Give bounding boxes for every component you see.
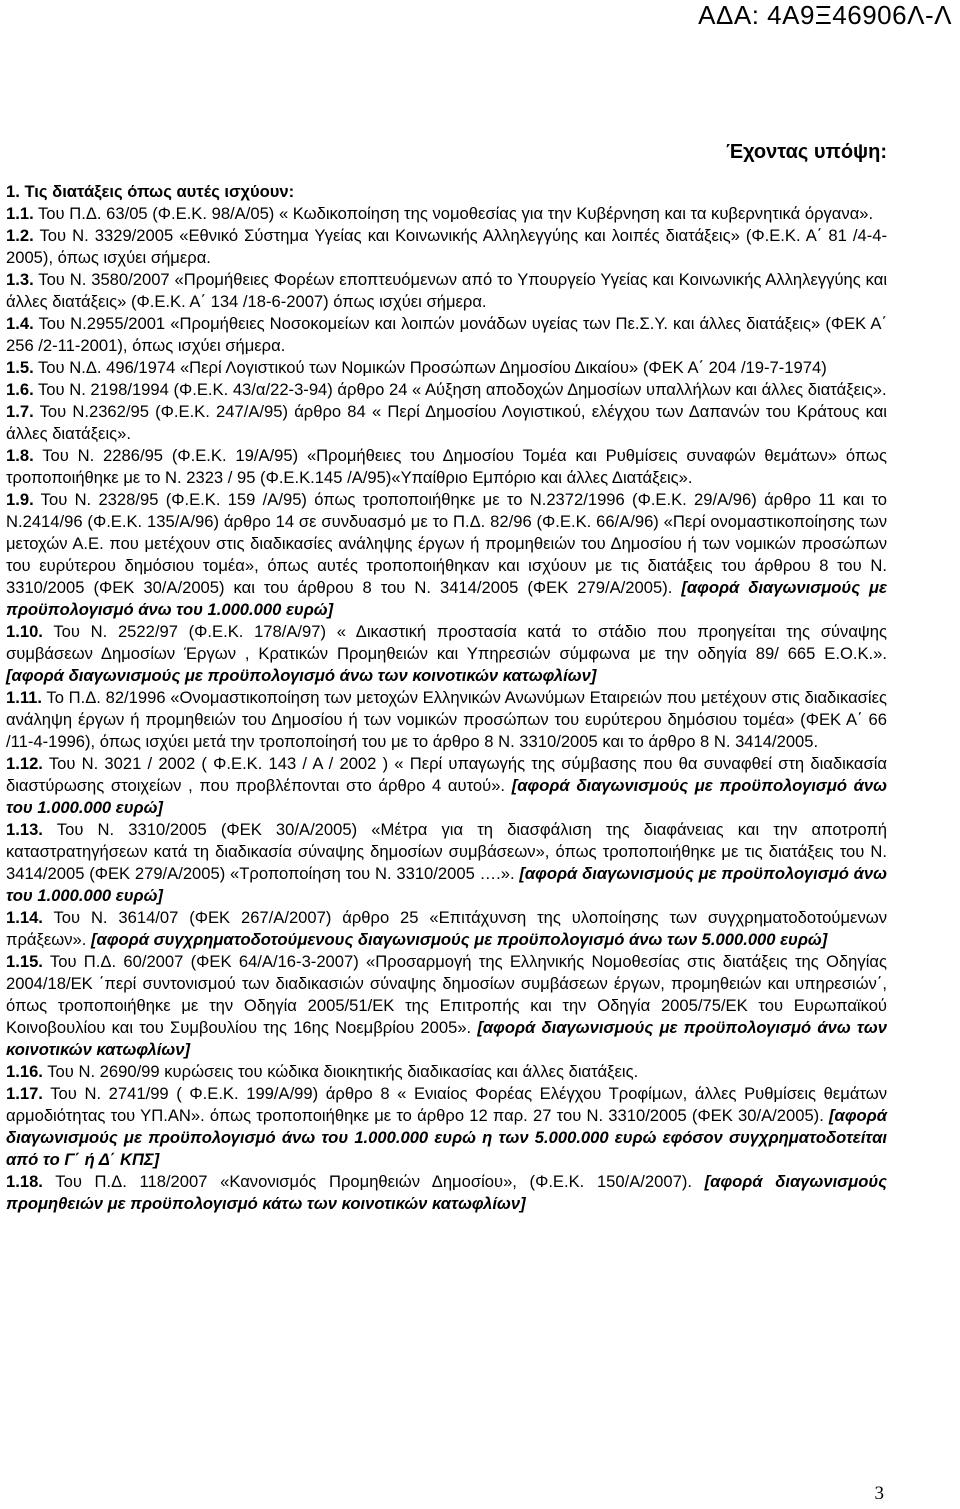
item-number: 1.1. — [6, 204, 34, 223]
item-scope-note: [αφορά συγχρηματοδοτούμενους διαγωνισμούς με προϋπολογισμό άνω των 5.000.000 ευρώ] — [91, 930, 828, 949]
item-scope-note: [αφορά διαγωνισμούς προμηθειών με προϋπολογισμό κάτω των κοινοτικών κατωφλίων] — [6, 1172, 887, 1213]
item-scope-note: [αφορά διαγωνισμούς με προϋπολογισμό άνω των κοινοτικών κατωφλίων] — [6, 1018, 887, 1059]
legislation-item — [6, 1083, 887, 1171]
item-text: Του Ν. 3329/2005 «Εθνικό Σύστημα Υγείας και Κοινωνικής Αλληλεγγύης και λοιπές διατάξεις» (Φ.Ε.Κ. Α΄ 81 /4-4-2005), όπως ισχύει σήμερα. — [6, 226, 887, 267]
item-number: 1.17. — [6, 1084, 43, 1103]
legislation-item — [6, 313, 887, 357]
item-number: 1.9. — [6, 490, 34, 509]
item-text: Του Ν.2362/95 (Φ.Ε.Κ. 247/Α/95) άρθρο 84 « Περί Δημοσίου Λογιστικού, ελέγχου των Δαπανών του Κράτους και άλλες διατάξεις». — [6, 402, 887, 443]
item-text: Του Π.Δ. 63/05 (Φ.Ε.Κ. 98/Α/05) « Κωδικοποίηση της νομοθεσίας για την Κυβέρνηση και τα κυβερνητικά όργανα». — [33, 204, 874, 223]
item-text: Του Ν. 2198/1994 (Φ.Ε.Κ. 43/α/22-3-94) άρθρο 24 « Αύξηση αποδοχών Δημοσίων υπαλλήλων και άλλες διατάξεις». — [33, 380, 887, 399]
legislation-item — [6, 753, 887, 819]
item-scope-note: [αφορά διαγωνισμούς με προϋπολογισμό άνω του 1.000.000 ευρώ] — [6, 864, 887, 905]
item-number: 1.6. — [6, 380, 34, 399]
item-text: Του Π.Δ. 60/2007 (ΦΕΚ 64/Α/16-3-2007) «Προσαρμογή της Ελληνικής Νομοθεσίας στις διατάξεις της Οδηγίας 2004/18/ΕΚ ΄περί συντονισμού των διαδικασιών σύναψης δημοσίων συμβάσεων έργων, προμηθειών και υπηρεσιών΄, όπως τροποποιήθηκε με την Οδηγία 2005/51/ΕΚ της Επιτροπής και την Οδηγία 2005/75/ΕΚ του Ευρωπαϊκού Κοινοβουλίου και του Συμβουλίου της 16ης Νοεμβρίου 2005». — [6, 952, 887, 1037]
legislation-item — [6, 1061, 887, 1083]
item-number: 1.10. — [6, 622, 43, 641]
legislation-item — [6, 269, 887, 313]
legislation-list — [6, 203, 887, 1215]
item-text: Του Ν.2955/2001 «Προμήθειες Νοσοκομείων και λοιπών μονάδων υγείας των Πε.Σ.Υ. και άλλες διατάξεις» (ΦΕΚ Α΄ 256 /2-11-2001), όπως ισχύει σήμερα. — [6, 314, 887, 355]
legislation-item — [6, 379, 887, 401]
page-number: 3 — [874, 1483, 884, 1504]
item-text: Του Ν. 2286/95 (Φ.Ε.Κ. 19/Α/95) «Προμήθειες του Δημοσίου Τομέα και Ρυθμίσεις συναφών θεμάτων» όπως τροποποιήθηκε με το Ν. 2323 / 95 (Φ.Ε.Κ.145 /Α/95)«Υπαίθριο Εμπόριο και άλλες Διατάξεις». — [6, 446, 887, 487]
item-text: Του Ν. 3310/2005 (ΦΕΚ 30/Α/2005) «Μέτρα για τη διασφάλιση της διαφάνειας και την αποτροπή καταστρατηγήσεων κατά τη διαδικασία σύναψης δημοσίων συμβάσεων», όπως τροποποιήθηκε με τις διατάξεις του Ν. 3414/2005 (ΦΕΚ 279/Α/2005) «Τροποποίηση του Ν. 3310/2005 ….». — [6, 820, 887, 883]
section-title: 1. Τις διατάξεις όπως αυτές ισχύουν: — [6, 182, 295, 201]
document-heading: Έχοντας υπόψη: — [726, 141, 887, 163]
item-number: 1.2. — [6, 226, 34, 245]
legislation-item — [6, 687, 887, 753]
legislation-item — [6, 951, 887, 1061]
item-text: Του Ν. 3614/07 (ΦΕΚ 267/Α/2007) άρθρο 25 «Επιτάχυνση της υλοποίησης των συγχρηματοδοτούμενων πράξεων». — [6, 908, 887, 949]
legislation-item — [6, 907, 887, 951]
item-number: 1.8. — [6, 446, 34, 465]
item-number: 1.18. — [6, 1172, 43, 1191]
item-number: 1.13. — [6, 820, 43, 839]
item-number: 1.3. — [6, 270, 34, 289]
item-text: Το Π.Δ. 82/1996 «Ονομαστικοποίηση των μετοχών Ελληνικών Ανωνύμων Εταιρειών που μετέχουν στις διαδικασίες ανάληψη έργων ή προμηθειών του Δημοσίου ή των νομικών προσώπων του ευρύτερου δημόσιου τομέα» (ΦΕΚ Α΄ 66 /11-4-1996), όπως ισχύει μετά την τροποποίησή του με το άρθρο 8 Ν. 3310/2005 και το άρθρο 8 Ν. 3414/2005. — [6, 688, 887, 751]
item-number: 1.15. — [6, 952, 43, 971]
legislation-item — [6, 357, 887, 379]
item-scope-note: [αφορά διαγωνισμούς με προϋπολογισμό άνω του 1.000.000 ευρώ] — [6, 776, 887, 817]
item-text: Του Ν. 3580/2007 «Προμήθειες Φορέων εποπτευόμενων από το Υπουργείο Υγείας και Κοινωνικής Αλληλεγγύης και άλλες διατάξεις» (Φ.Ε.Κ. Α΄ 134 /18-6-2007) όπως ισχύει σήμερα. — [6, 270, 887, 311]
item-number: 1.4. — [6, 314, 34, 333]
legislation-item — [6, 1171, 887, 1215]
item-text: Του Ν. 2690/99 κυρώσεις του κώδικα διοικητικής διαδικασίας και άλλες διατάξεις. — [42, 1062, 639, 1081]
item-number: 1.5. — [6, 358, 34, 377]
item-text: Του Ν. 3021 / 2002 ( Φ.Ε.Κ. 143 / Α / 2002 ) « Περί υπαγωγής της σύμβασης που θα συναφθεί στη διαδικασία διαστύρωσης στοιχείων , που προβλέπονται στο άρθρο 4 αυτού». — [6, 754, 887, 795]
item-number: 1.16. — [6, 1062, 43, 1081]
legislation-item — [6, 489, 887, 621]
item-text: Του Π.Δ. 118/2007 «Κανονισμός Προμηθειών Δημοσίου», (Φ.Ε.Κ. 150/Α/2007). — [42, 1172, 705, 1191]
item-text: Του Ν. 2741/99 ( Φ.Ε.Κ. 199/Α/99) άρθρο 8 « Ενιαίος Φορέας Ελέγχου Τροφίμων, άλλες Ρυθμίσεις θεμάτων αρμοδιότητας του ΥΠ.ΑΝ». όπως τροποποιήθηκε με το άρθρο 12 παρ. 27 του Ν. 3310/2005 (ΦΕΚ 30/Α/2005). — [6, 1084, 887, 1125]
item-number: 1.7. — [6, 402, 34, 421]
item-text: Του Ν. 2522/97 (Φ.Ε.Κ. 178/Α/97) « Δικαστική προστασία κατά το στάδιο που προηγείται της σύναψης συμβάσεων Δημοσίων Έργων , Κρατικών Προμηθειών και Υπηρεσιών σύμφωνα με την οδηγία 89/ 665 Ε.Ο.Κ.». — [6, 622, 887, 663]
legislation-item — [6, 621, 887, 687]
item-number: 1.14. — [6, 908, 43, 927]
item-text: Του Ν.Δ. 496/1974 «Περί Λογιστικού των Νομικών Προσώπων Δημοσίου Δικαίου» (ΦΕΚ Α΄ 204 /19-7-1974) — [33, 358, 827, 377]
legislation-item — [6, 401, 887, 445]
legislation-item — [6, 819, 887, 907]
ada-code: ΑΔΑ: 4Α9Ξ46906Λ-Λ — [698, 0, 952, 30]
legislation-item — [6, 203, 887, 225]
document-body — [6, 181, 887, 1215]
item-scope-note: [αφορά διαγωνισμούς με προϋπολογισμό άνω του 1.000.000 ευρώ] — [6, 578, 887, 619]
item-scope-note: [αφορά διαγωνισμούς με προϋπολογισμό άνω των κοινοτικών κατωφλίων] — [6, 666, 597, 685]
item-number: 1.12. — [6, 754, 43, 773]
legislation-item — [6, 225, 887, 269]
item-scope-note: [αφορά διαγωνισμούς με προϋπολογισμό άνω του 1.000.000 ευρώ η των 5.000.000 ευρώ εφόσον συγχρηματοδοτείται από το Γ΄ ή Δ΄ ΚΠΣ] — [6, 1106, 887, 1169]
legislation-item — [6, 445, 887, 489]
item-number: 1.11. — [6, 688, 42, 707]
item-text: Του Ν. 2328/95 (Φ.Ε.Κ. 159 /Α/95) όπως τροποποιήθηκε με το Ν.2372/1996 (Φ.Ε.Κ. 29/Α/96) άρθρο 11 και το Ν.2414/96 (Φ.Ε.Κ. 135/Α/96) άρθρο 14 σε συνδυασμό με το Π.Δ. 82/96 (Φ.Ε.Κ. 66/Α/96) «Περί ονομαστικοποίησης των μετοχών Α.Ε. που μετέχουν στις διαδικασίες ανάληψης έργων ή προμηθειών του Δημοσίου ή των νομικών προσώπων του ευρύτερου δημόσιου τομέα», όπως αυτές τροποποιήθηκαν και ισχύουν με τις διατάξεις του άρθρου 8 του Ν. 3310/2005 (ΦΕΚ 30/Α/2005) και του άρθρου 8 του Ν. 3414/2005 (ΦΕΚ 279/Α/2005). — [6, 490, 887, 597]
